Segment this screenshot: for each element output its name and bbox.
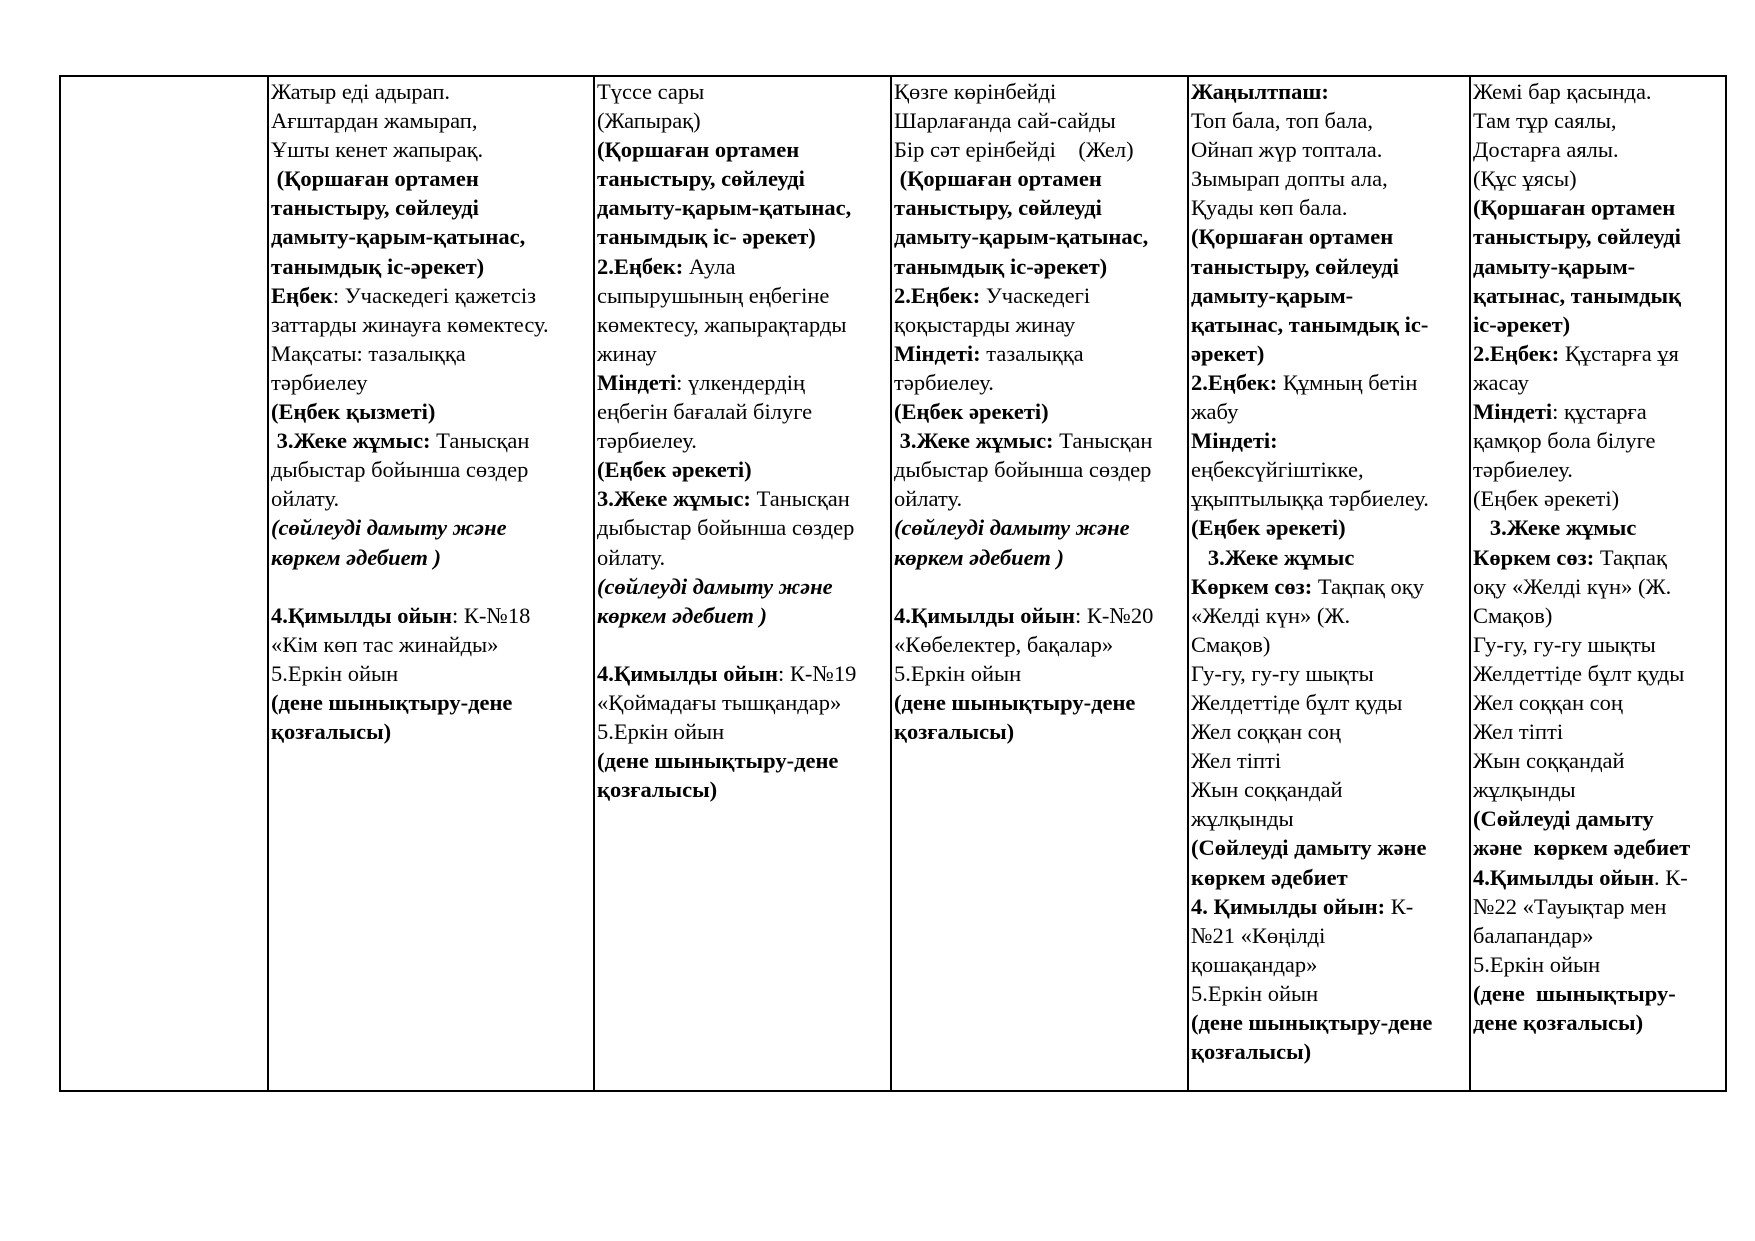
text-segment: дыбыстар бойынша сөздер: [894, 457, 1152, 483]
text-line: [1473, 1008, 1723, 1037]
text-segment: қатынас, танымдық: [1473, 282, 1682, 308]
text-segment: : Учаскедегі қажетсіз: [332, 282, 536, 308]
text-segment: Тақпақ: [1594, 544, 1667, 570]
text-segment: (Еңбек әрекеті): [597, 457, 752, 483]
text-line: [894, 455, 1185, 484]
text-line: [597, 572, 888, 601]
text-segment: (Еңбек әрекеті): [894, 399, 1049, 425]
text-segment: №22 «Тауықтар мен: [1473, 893, 1667, 919]
text-segment: және көркем әдебиет: [1473, 835, 1691, 861]
text-segment: Ойнап жүр топтала.: [1191, 137, 1383, 163]
text-segment: 3.Жеке жұмыс: [1191, 544, 1355, 570]
text-line: [271, 659, 591, 688]
text-segment: Шарлағанда сай-сайды: [894, 108, 1116, 134]
text-segment: 2.Еңбек:: [597, 253, 684, 279]
text-line: [1191, 1008, 1467, 1037]
text-segment: Танысқан: [1053, 428, 1153, 454]
text-line: [597, 659, 888, 688]
text-line: [1473, 863, 1723, 892]
text-segment: дыбыстар бойынша сөздер: [597, 515, 855, 541]
text-segment: : К-№20: [1075, 602, 1154, 628]
wednesday-cell: [891, 76, 1188, 1091]
text-segment: 2.Еңбек:: [894, 282, 981, 308]
text-segment: Желдеттіде бұлт қуды: [1191, 689, 1403, 715]
text-line: [271, 484, 591, 513]
text-line: [894, 368, 1185, 397]
text-segment: «Қоймадағы тышқандар»: [597, 689, 842, 715]
text-segment: дамыту-қарым-қатынас,: [597, 195, 852, 221]
text-segment: К-: [1385, 893, 1414, 919]
text-line: [271, 397, 591, 426]
text-line: [894, 630, 1185, 659]
text-segment: Ағштардан жамырап,: [271, 108, 478, 134]
text-segment: Жел тіпті: [1191, 748, 1282, 774]
text-line: [597, 252, 888, 281]
text-segment: Смақов): [1191, 631, 1271, 657]
text-line: [271, 601, 591, 630]
text-segment: Танысқан: [430, 428, 530, 454]
text-segment: Түсcе сары: [597, 79, 705, 104]
text-segment: Міндеті: [1473, 399, 1553, 425]
text-segment: Жел соққан соң: [1473, 689, 1623, 715]
text-line: [1191, 339, 1467, 368]
row-header-cell: [60, 76, 268, 1091]
text-line: [597, 746, 888, 775]
text-segment: Смақов): [1473, 602, 1553, 628]
table-row: [60, 76, 1726, 1091]
text-line: [1473, 921, 1723, 950]
text-line: [597, 688, 888, 717]
text-line: [1473, 135, 1723, 164]
text-segment: 3.Жеке жұмыс: [1473, 515, 1637, 541]
text-segment: (Сөйлеуді дамыту және: [1191, 835, 1427, 861]
text-line: [1473, 426, 1723, 455]
text-segment: заттарды жинауға көмектесу.: [271, 311, 549, 337]
text-segment: жасау: [1473, 369, 1529, 395]
text-segment: дыбыстар бойынша сөздер: [271, 457, 529, 483]
text-line: [1473, 455, 1723, 484]
text-segment: Еңбек: [271, 282, 333, 308]
text-line: [1473, 950, 1723, 979]
text-line: [1473, 106, 1723, 135]
text-segment: (Жапырақ): [597, 108, 701, 134]
text-segment: танымдық іс- әрекет): [597, 224, 816, 250]
text-segment: 2.Еңбек:: [1191, 369, 1278, 395]
text-segment: Көркем сөз:: [1191, 573, 1313, 599]
text-segment: еңбегін бағалай білуге: [597, 399, 813, 425]
text-line: [1191, 950, 1467, 979]
text-line: [894, 572, 1185, 601]
text-segment: Қуады көп бала.: [1191, 195, 1348, 221]
text-line: [271, 310, 591, 339]
text-line: [1191, 164, 1467, 193]
text-line: [894, 310, 1185, 339]
text-line: [271, 572, 591, 601]
text-line: [271, 513, 591, 542]
text-line: [1473, 77, 1723, 106]
text-segment: сыпырушының еңбегіне: [597, 282, 830, 308]
text-segment: «Кім көп тас жинайды»: [271, 631, 499, 657]
text-line: [271, 106, 591, 135]
text-segment: 4.Қимылды ойын: [597, 660, 778, 686]
text-line: [597, 339, 888, 368]
text-segment: іс-әрекет): [1473, 311, 1571, 337]
text-segment: (дене шынықтыру-дене: [1191, 1010, 1433, 1035]
text-segment: Жын соққандай: [1191, 777, 1343, 803]
text-line: [1473, 775, 1723, 804]
text-segment: (сөйлеуді дамыту және: [597, 573, 833, 599]
text-segment: 5.Еркін ойын: [894, 660, 1022, 686]
text-segment: жұлқынды: [1191, 806, 1294, 832]
text-line: [1191, 921, 1467, 950]
text-segment: тәрбиелеу.: [1473, 457, 1573, 483]
text-line: [894, 659, 1185, 688]
text-line: [894, 426, 1185, 455]
text-segment: көркем әдебиет: [1191, 864, 1348, 890]
text-line: [271, 717, 591, 746]
text-line: [1473, 484, 1723, 513]
text-line: [1191, 484, 1467, 513]
text-segment: Ұшты кенет жапырақ.: [271, 137, 484, 163]
text-line: [1473, 368, 1723, 397]
text-segment: көркем әдебиет ): [597, 602, 767, 628]
text-segment: : құстарға: [1552, 399, 1647, 425]
text-segment: жұлқынды: [1473, 777, 1576, 803]
text-line: [894, 601, 1185, 630]
text-line: [597, 543, 888, 572]
text-segment: Жел соққан соң: [1191, 719, 1341, 745]
text-segment: тәрбиелеу.: [894, 369, 994, 395]
text-line: [597, 106, 888, 135]
text-line: [894, 106, 1185, 135]
text-line: [894, 164, 1185, 193]
text-line: [1191, 688, 1467, 717]
text-segment: (сөйлеуді дамыту және: [271, 515, 507, 541]
text-line: [1473, 979, 1723, 1008]
text-segment: 4. Қимылды ойын:: [1191, 893, 1386, 919]
text-segment: (Қоршаған ортамен: [1473, 195, 1676, 221]
text-line: [1473, 252, 1723, 281]
text-segment: Жаңылтпаш:: [1191, 79, 1329, 104]
text-segment: (дене шынықтыру-дене: [597, 748, 839, 774]
text-segment: балапандар»: [1473, 922, 1594, 948]
text-segment: ойлату.: [597, 544, 666, 570]
text-segment: (Құс ұясы): [1473, 166, 1577, 192]
text-segment: Аула: [683, 253, 736, 279]
text-segment: қошақандар»: [1191, 951, 1318, 977]
text-segment: Міндеті: [597, 369, 677, 395]
text-line: [597, 77, 888, 106]
text-segment: жабу: [1191, 399, 1239, 425]
text-segment: Қөзге көрінбейді: [894, 79, 1057, 104]
text-segment: көркем әдебиет ): [894, 544, 1064, 570]
text-line: [1473, 601, 1723, 630]
text-segment: Міндеті:: [1191, 428, 1278, 454]
text-segment: (дене шынықтыру-: [1473, 980, 1676, 1006]
text-segment: 5.Еркін ойын: [1191, 980, 1319, 1006]
text-line: [1191, 222, 1467, 251]
text-line: [1191, 572, 1467, 601]
text-line: [1473, 193, 1723, 222]
text-line: [1473, 804, 1723, 833]
text-segment: (Еңбек әрекеті): [1191, 515, 1346, 541]
text-line: [1191, 310, 1467, 339]
text-segment: Міндеті:: [894, 340, 981, 366]
text-segment: таныстыру, сөйлеуді: [894, 195, 1102, 221]
text-line: [597, 513, 888, 542]
text-segment: 2.Еңбек:: [1473, 340, 1560, 366]
text-line: [1473, 513, 1723, 542]
text-line: [597, 281, 888, 310]
text-segment: 3.Жеке жұмыс:: [271, 428, 431, 454]
text-segment: көмектесу, жапырақтарды: [597, 311, 847, 337]
text-line: [271, 193, 591, 222]
text-segment: тәрбиелеу: [271, 369, 368, 395]
text-segment: қозғалысы): [271, 719, 392, 745]
text-segment: Танысқан: [750, 486, 850, 512]
text-line: [1191, 833, 1467, 862]
text-line: [1191, 455, 1467, 484]
text-line: [1191, 804, 1467, 833]
text-segment: қозғалысы): [1191, 1039, 1312, 1065]
text-line: [1191, 252, 1467, 281]
text-segment: Учаскедегі: [980, 282, 1091, 308]
text-line: [1473, 339, 1723, 368]
text-line: [1473, 310, 1723, 339]
text-line: [894, 252, 1185, 281]
text-segment: 3.Жеке жұмыс:: [894, 428, 1054, 454]
friday-cell: [1470, 76, 1726, 1091]
text-segment: Жемі бар қасында.: [1473, 79, 1652, 104]
text-line: [894, 688, 1185, 717]
text-line: [1191, 601, 1467, 630]
text-segment: Жатыр еді адырап.: [271, 79, 451, 104]
text-line: [271, 77, 591, 106]
text-segment: ұқыптылыққа тәрбиелеу.: [1191, 486, 1429, 512]
text-line: [271, 630, 591, 659]
text-line: [1473, 688, 1723, 717]
text-line: [1191, 892, 1467, 921]
text-segment: Құстарға ұя: [1559, 340, 1679, 366]
text-line: [271, 339, 591, 368]
text-line: [1191, 746, 1467, 775]
text-segment: қозғалысы): [894, 719, 1015, 745]
text-segment: таныстыру, сөйлеуді: [597, 166, 805, 192]
text-line: [597, 630, 888, 659]
text-segment: (дене шынықтыру-дене: [271, 689, 513, 715]
text-segment: дамыту-қарым-қатынас,: [894, 224, 1149, 250]
text-line: [894, 484, 1185, 513]
text-segment: Там тұр саялы,: [1473, 108, 1617, 134]
text-segment: Гу-гу, гу-гу шықты: [1473, 631, 1656, 657]
text-line: [894, 543, 1185, 572]
text-segment: Жел тіпті: [1473, 719, 1564, 745]
text-line: [597, 222, 888, 251]
text-segment: . К-: [1654, 864, 1688, 890]
text-segment: 5.Еркін ойын: [597, 719, 725, 745]
text-line: [271, 688, 591, 717]
text-line: [271, 368, 591, 397]
text-line: [1191, 1037, 1467, 1066]
thursday-cell: [1188, 76, 1470, 1091]
text-line: [1473, 572, 1723, 601]
text-segment: Зымырап допты ала,: [1191, 166, 1388, 192]
text-line: [597, 484, 888, 513]
text-segment: Желдеттіде бұлт қуды: [1473, 660, 1685, 686]
text-line: [597, 601, 888, 630]
text-line: [1473, 659, 1723, 688]
text-segment: : үлкендердің: [676, 369, 806, 395]
text-line: [1191, 775, 1467, 804]
text-segment: қатынас, танымдық іс-: [1191, 311, 1429, 337]
text-segment: көркем әдебиет ): [271, 544, 441, 570]
text-line: [894, 193, 1185, 222]
text-segment: дене қозғалысы): [1473, 1010, 1644, 1035]
text-segment: Мақсаты: тазалыққа: [271, 340, 466, 366]
text-segment: еңбексүйгіштікке,: [1191, 457, 1364, 483]
text-line: [894, 135, 1185, 164]
text-line: [1473, 892, 1723, 921]
text-segment: әрекет): [1191, 340, 1265, 366]
text-segment: таныстыру, сөйлеуді: [1191, 253, 1399, 279]
text-segment: (Сөйлеуді дамыту: [1473, 806, 1654, 832]
text-segment: (сөйлеуді дамыту және: [894, 515, 1130, 541]
text-line: [894, 397, 1185, 426]
text-segment: «Желді күн» (Ж.: [1191, 602, 1351, 628]
text-line: [1191, 863, 1467, 892]
text-segment: қамқор бола білуге: [1473, 428, 1656, 454]
text-line: [597, 368, 888, 397]
text-segment: 4.Қимылды ойын: [894, 602, 1075, 628]
text-line: [1473, 630, 1723, 659]
text-line: [1191, 368, 1467, 397]
text-segment: (Қоршаған ортамен: [597, 137, 800, 163]
text-line: [1473, 222, 1723, 251]
daily-plan-table: [59, 75, 1727, 1092]
text-segment: Достарға аялы.: [1473, 137, 1619, 163]
text-line: [271, 281, 591, 310]
text-line: [271, 455, 591, 484]
text-segment: жинау: [597, 340, 657, 366]
text-line: [597, 775, 888, 804]
text-line: [597, 310, 888, 339]
text-segment: 4.Қимылды ойын: [1473, 864, 1654, 890]
text-segment: оқу «Желді күн» (Ж.: [1473, 573, 1672, 599]
text-segment: 5.Еркін ойын: [271, 660, 399, 686]
text-segment: Топ бала, топ бала,: [1191, 108, 1373, 134]
text-line: [1191, 135, 1467, 164]
text-segment: №21 «Көңілді: [1191, 922, 1326, 948]
text-segment: дамыту-қарым-: [1191, 282, 1354, 308]
text-segment: Құмның бетін: [1277, 369, 1418, 395]
text-segment: ойлату.: [271, 486, 340, 512]
text-line: [597, 135, 888, 164]
text-segment: тазалыққа: [980, 340, 1084, 366]
text-line: [894, 339, 1185, 368]
text-segment: Жын соққандай: [1473, 748, 1625, 774]
text-line: [1191, 979, 1467, 1008]
text-line: [1473, 833, 1723, 862]
text-line: [597, 193, 888, 222]
text-segment: дамыту-қарым-: [1473, 253, 1636, 279]
text-line: [271, 252, 591, 281]
text-segment: (Еңбек әрекеті): [1473, 486, 1620, 512]
text-segment: 3.Жеке жұмыс:: [597, 486, 751, 512]
text-segment: танымдық іс-әрекет): [894, 253, 1108, 279]
text-segment: Тақпақ оқу: [1312, 573, 1424, 599]
text-segment: : К-№18: [452, 602, 531, 628]
text-line: [597, 397, 888, 426]
text-line: [271, 543, 591, 572]
text-segment: (Қоршаған ортамен: [1191, 224, 1394, 250]
text-segment: 5.Еркін ойын: [1473, 951, 1601, 977]
text-segment: таныстыру, сөйлеуді: [1473, 224, 1681, 250]
text-segment: (дене шынықтыру-дене: [894, 689, 1136, 715]
text-line: [1191, 630, 1467, 659]
text-line: [1473, 281, 1723, 310]
text-segment: : К-№19: [778, 660, 857, 686]
text-line: [894, 513, 1185, 542]
text-segment: Гу-гу, гу-гу шықты: [1191, 660, 1374, 686]
tuesday-cell: [594, 76, 891, 1091]
text-line: [1473, 746, 1723, 775]
text-line: [1473, 717, 1723, 746]
text-segment: тәрбиелеу.: [597, 428, 697, 454]
text-line: [1473, 543, 1723, 572]
text-line: [1191, 717, 1467, 746]
text-line: [271, 135, 591, 164]
text-line: [1191, 426, 1467, 455]
text-segment: танымдық іс-әрекет): [271, 253, 485, 279]
text-segment: дамыту-қарым-қатынас,: [271, 224, 526, 250]
text-line: [271, 426, 591, 455]
text-segment: ойлату.: [894, 486, 963, 512]
text-segment: Бір сәт ерінбейді (Жел): [894, 137, 1134, 163]
text-line: [894, 281, 1185, 310]
text-segment: Көркем сөз:: [1473, 544, 1595, 570]
text-line: [894, 77, 1185, 106]
text-line: [1191, 106, 1467, 135]
text-line: [597, 455, 888, 484]
text-segment: таныстыру, сөйлеуді: [271, 195, 479, 221]
text-line: [894, 222, 1185, 251]
text-line: [597, 717, 888, 746]
text-segment: (Қоршаған ортамен: [894, 166, 1102, 192]
text-line: [271, 222, 591, 251]
text-segment: қоқыстарды жинау: [894, 311, 1076, 337]
text-line: [1191, 513, 1467, 542]
text-line: [1191, 543, 1467, 572]
text-line: [1191, 77, 1467, 106]
text-line: [1191, 281, 1467, 310]
text-line: [271, 164, 591, 193]
text-segment: қозғалысы): [597, 777, 718, 803]
text-line: [894, 717, 1185, 746]
text-segment: «Көбелектер, бақалар»: [894, 631, 1114, 657]
text-line: [597, 426, 888, 455]
text-segment: (Қоршаған ортамен: [271, 166, 479, 192]
text-segment: 4.Қимылды ойын: [271, 602, 452, 628]
text-line: [1191, 193, 1467, 222]
text-line: [1191, 659, 1467, 688]
text-line: [597, 164, 888, 193]
text-line: [1473, 164, 1723, 193]
text-line: [1473, 397, 1723, 426]
text-segment: (Еңбек қызметі): [271, 399, 436, 425]
monday-cell: [268, 76, 594, 1091]
text-line: [1191, 397, 1467, 426]
